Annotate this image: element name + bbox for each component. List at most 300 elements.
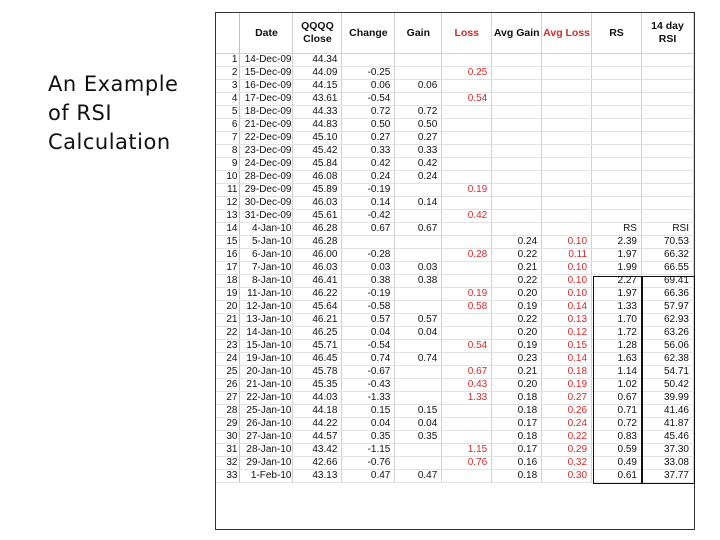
date-cell: 27-Jan-10 (240, 431, 293, 444)
table-row (216, 314, 694, 327)
row-number: 24 (216, 353, 240, 366)
close-cell: 44.34 (293, 54, 342, 67)
row-number: 5 (216, 106, 240, 119)
rs-cell (592, 67, 642, 80)
rs-cell: 0.49 (592, 457, 642, 470)
row-number: 20 (216, 301, 240, 314)
close-cell: 44.18 (293, 405, 342, 418)
date-cell: 28-Jan-10 (240, 444, 293, 457)
avg-gain-cell: 0.20 (492, 379, 542, 392)
gain-cell (395, 340, 442, 353)
table-row (216, 80, 694, 93)
close-cell: 43.61 (293, 93, 342, 106)
row-number: 6 (216, 119, 240, 132)
row-number: 2 (216, 67, 240, 80)
table-row (216, 392, 694, 405)
rsi-cell: 63.26 (641, 327, 693, 340)
date-cell: 8-Jan-10 (240, 275, 293, 288)
gain-cell (395, 236, 442, 249)
avg-loss-cell: 0.10 (542, 236, 592, 249)
rsi-cell (641, 93, 693, 106)
gain-cell (395, 54, 442, 67)
close-cell: 46.08 (293, 171, 342, 184)
loss-cell: 1.33 (442, 392, 492, 405)
close-cell: 44.57 (293, 431, 342, 444)
gain-cell: 0.74 (395, 353, 442, 366)
rsi-cell: 66.32 (641, 249, 693, 262)
avg-gain-cell: 0.19 (492, 301, 542, 314)
avg-loss-cell (542, 106, 592, 119)
rsi-cell: 56.06 (641, 340, 693, 353)
close-cell: 45.89 (293, 184, 342, 197)
rsi-cell (641, 210, 693, 223)
close-cell: 45.64 (293, 301, 342, 314)
avg-loss-cell: 0.10 (542, 275, 592, 288)
rsi-cell: 69.41 (641, 275, 693, 288)
row-number: 28 (216, 405, 240, 418)
rsi-cell (641, 67, 693, 80)
loss-cell (442, 418, 492, 431)
loss-cell (442, 145, 492, 158)
avg-loss-cell: 0.11 (542, 249, 592, 262)
gain-cell: 0.35 (395, 431, 442, 444)
gain-cell: 0.33 (395, 145, 442, 158)
row-number: 19 (216, 288, 240, 301)
loss-cell (442, 314, 492, 327)
change-cell: 0.15 (342, 405, 395, 418)
close-cell: 43.42 (293, 444, 342, 457)
rs-cell: 0.83 (592, 431, 642, 444)
rsi-cell: 62.38 (641, 353, 693, 366)
date-cell: 24-Dec-09 (240, 158, 293, 171)
loss-cell (442, 80, 492, 93)
rsi-cell: 54.71 (641, 366, 693, 379)
date-cell: 28-Dec-09 (240, 171, 293, 184)
avg-gain-cell (492, 80, 542, 93)
date-cell: 15-Jan-10 (240, 340, 293, 353)
avg-gain-cell: 0.17 (492, 418, 542, 431)
gain-cell (395, 184, 442, 197)
table-row (216, 223, 694, 236)
date-cell: 19-Jan-10 (240, 353, 293, 366)
row-number: 23 (216, 340, 240, 353)
loss-cell: 0.43 (442, 379, 492, 392)
avg-loss-cell (542, 158, 592, 171)
loss-cell (442, 353, 492, 366)
change-cell: -0.19 (342, 184, 395, 197)
loss-cell (442, 236, 492, 249)
loss-cell (442, 54, 492, 67)
rsi-cell: RSI (641, 223, 693, 236)
avg-gain-cell (492, 119, 542, 132)
rsi-cell: 37.77 (641, 470, 693, 483)
table-row (216, 210, 694, 223)
gain-cell (395, 93, 442, 106)
avg-gain-cell (492, 132, 542, 145)
avg-loss-cell: 0.12 (542, 327, 592, 340)
loss-cell (442, 470, 492, 483)
avg-gain-cell: 0.22 (492, 249, 542, 262)
rsi-cell (641, 145, 693, 158)
header-close: QQQQ Close (293, 13, 342, 54)
loss-cell (442, 431, 492, 444)
date-cell: 11-Jan-10 (240, 288, 293, 301)
loss-cell: 0.42 (442, 210, 492, 223)
rsi-cell (641, 171, 693, 184)
change-cell: 0.72 (342, 106, 395, 119)
avg-gain-cell: 0.18 (492, 405, 542, 418)
row-number: 18 (216, 275, 240, 288)
table-row (216, 67, 694, 80)
table-row (216, 184, 694, 197)
close-cell: 45.35 (293, 379, 342, 392)
table-row (216, 288, 694, 301)
change-cell: -0.54 (342, 340, 395, 353)
date-cell: 7-Jan-10 (240, 262, 293, 275)
rsi-cell (641, 106, 693, 119)
change-cell: 0.50 (342, 119, 395, 132)
avg-gain-cell (492, 197, 542, 210)
date-cell: 20-Jan-10 (240, 366, 293, 379)
avg-gain-cell (492, 223, 542, 236)
rsi-cell: 41.87 (641, 418, 693, 431)
change-cell: 0.38 (342, 275, 395, 288)
change-cell: -0.43 (342, 379, 395, 392)
avg-gain-cell: 0.17 (492, 444, 542, 457)
gain-cell (395, 301, 442, 314)
avg-gain-cell (492, 106, 542, 119)
gain-cell: 0.57 (395, 314, 442, 327)
avg-loss-cell (542, 80, 592, 93)
avg-loss-cell (542, 171, 592, 184)
table-row (216, 236, 694, 249)
avg-loss-cell (542, 197, 592, 210)
table-row (216, 340, 694, 353)
avg-gain-cell (492, 54, 542, 67)
avg-gain-cell: 0.22 (492, 275, 542, 288)
change-cell: -0.25 (342, 67, 395, 80)
avg-loss-cell: 0.13 (542, 314, 592, 327)
header-date: Date (240, 13, 293, 54)
change-cell: 0.67 (342, 223, 395, 236)
table-row (216, 418, 694, 431)
close-cell: 44.09 (293, 67, 342, 80)
loss-cell (442, 197, 492, 210)
rs-cell: 2.27 (592, 275, 642, 288)
change-cell: 0.14 (342, 197, 395, 210)
close-cell: 42.66 (293, 457, 342, 470)
change-cell: 0.42 (342, 158, 395, 171)
row-number: 17 (216, 262, 240, 275)
rsi-cell (641, 197, 693, 210)
gain-cell (395, 444, 442, 457)
date-cell: 22-Jan-10 (240, 392, 293, 405)
rs-cell (592, 158, 642, 171)
rs-cell (592, 145, 642, 158)
rs-cell (592, 119, 642, 132)
rs-cell: 1.02 (592, 379, 642, 392)
loss-cell (442, 106, 492, 119)
avg-gain-cell: 0.18 (492, 392, 542, 405)
date-cell: 21-Jan-10 (240, 379, 293, 392)
loss-cell: 0.19 (442, 288, 492, 301)
avg-loss-cell: 0.10 (542, 262, 592, 275)
header-avg-gain: Avg Gain (492, 13, 542, 54)
table-row (216, 457, 694, 470)
header-avg-loss: Avg Loss (542, 13, 592, 54)
loss-cell: 0.19 (442, 184, 492, 197)
change-cell (342, 236, 395, 249)
loss-cell (442, 171, 492, 184)
change-cell: 0.47 (342, 470, 395, 483)
gain-cell: 0.06 (395, 80, 442, 93)
loss-cell: 0.67 (442, 366, 492, 379)
avg-loss-cell (542, 145, 592, 158)
rs-cell (592, 132, 642, 145)
gain-cell: 0.04 (395, 327, 442, 340)
row-number: 7 (216, 132, 240, 145)
change-cell: -0.42 (342, 210, 395, 223)
close-cell: 46.03 (293, 197, 342, 210)
date-cell: 17-Dec-09 (240, 93, 293, 106)
rsi-cell: 66.36 (641, 288, 693, 301)
rs-cell (592, 197, 642, 210)
close-cell: 44.33 (293, 106, 342, 119)
loss-cell: 0.54 (442, 93, 492, 106)
change-cell: 0.57 (342, 314, 395, 327)
change-cell: -1.15 (342, 444, 395, 457)
row-number: 13 (216, 210, 240, 223)
loss-cell: 0.25 (442, 67, 492, 80)
gain-cell: 0.24 (395, 171, 442, 184)
rsi-cell: 70.53 (641, 236, 693, 249)
table-row (216, 106, 694, 119)
avg-gain-cell (492, 171, 542, 184)
gain-cell: 0.27 (395, 132, 442, 145)
avg-loss-cell: 0.30 (542, 470, 592, 483)
rsi-cell: 37.30 (641, 444, 693, 457)
date-cell: 29-Jan-10 (240, 457, 293, 470)
rs-cell (592, 54, 642, 67)
close-cell: 46.28 (293, 236, 342, 249)
row-number: 10 (216, 171, 240, 184)
row-number: 22 (216, 327, 240, 340)
change-cell: -0.58 (342, 301, 395, 314)
close-cell: 46.03 (293, 262, 342, 275)
change-cell: -0.28 (342, 249, 395, 262)
close-cell: 45.10 (293, 132, 342, 145)
gain-cell: 0.50 (395, 119, 442, 132)
date-cell: 16-Dec-09 (240, 80, 293, 93)
close-cell: 44.03 (293, 392, 342, 405)
gain-cell (395, 457, 442, 470)
avg-loss-cell (542, 184, 592, 197)
rs-cell: 0.61 (592, 470, 642, 483)
rsi-cell (641, 80, 693, 93)
change-cell: 0.04 (342, 418, 395, 431)
row-number: 4 (216, 93, 240, 106)
rsi-cell (641, 158, 693, 171)
change-cell: 0.03 (342, 262, 395, 275)
gain-cell: 0.14 (395, 197, 442, 210)
rsi-table (216, 13, 694, 483)
rs-cell: 1.70 (592, 314, 642, 327)
rs-cell: 0.72 (592, 418, 642, 431)
header-change: Change (342, 13, 395, 54)
rsi-spreadsheet (215, 12, 695, 530)
row-number: 27 (216, 392, 240, 405)
rs-cell: 0.59 (592, 444, 642, 457)
change-cell: 0.35 (342, 431, 395, 444)
table-row (216, 249, 694, 262)
rs-cell (592, 93, 642, 106)
loss-cell (442, 132, 492, 145)
loss-cell: 1.15 (442, 444, 492, 457)
header-row (216, 13, 694, 54)
avg-gain-cell: 0.21 (492, 262, 542, 275)
avg-gain-cell (492, 158, 542, 171)
date-cell: 22-Dec-09 (240, 132, 293, 145)
avg-loss-cell: 0.14 (542, 301, 592, 314)
loss-cell (442, 119, 492, 132)
gain-cell (395, 392, 442, 405)
close-cell: 44.22 (293, 418, 342, 431)
rs-cell: 0.71 (592, 405, 642, 418)
gain-cell (395, 288, 442, 301)
loss-cell (442, 327, 492, 340)
table-row (216, 171, 694, 184)
loss-cell (442, 275, 492, 288)
change-cell: -0.76 (342, 457, 395, 470)
rsi-cell: 45.46 (641, 431, 693, 444)
table-row (216, 158, 694, 171)
change-cell (342, 54, 395, 67)
slide-title-line-3: Calculation (48, 130, 171, 154)
rsi-cell: 33.08 (641, 457, 693, 470)
table-row (216, 93, 694, 106)
change-cell: -0.67 (342, 366, 395, 379)
loss-cell: 0.28 (442, 249, 492, 262)
gain-cell: 0.67 (395, 223, 442, 236)
date-cell: 1-Feb-10 (240, 470, 293, 483)
avg-gain-cell (492, 210, 542, 223)
avg-loss-cell (542, 119, 592, 132)
gain-cell (395, 249, 442, 262)
table-row (216, 379, 694, 392)
avg-loss-cell: 0.15 (542, 340, 592, 353)
loss-cell (442, 158, 492, 171)
row-number: 1 (216, 54, 240, 67)
rs-cell: 1.72 (592, 327, 642, 340)
avg-gain-cell: 0.18 (492, 470, 542, 483)
rs-cell (592, 106, 642, 119)
avg-loss-cell: 0.14 (542, 353, 592, 366)
rsi-cell: 39.99 (641, 392, 693, 405)
row-number: 21 (216, 314, 240, 327)
avg-loss-cell: 0.18 (542, 366, 592, 379)
change-cell: -0.19 (342, 288, 395, 301)
gain-cell: 0.47 (395, 470, 442, 483)
table-row (216, 431, 694, 444)
table-row (216, 119, 694, 132)
table-row (216, 275, 694, 288)
rsi-cell (641, 184, 693, 197)
close-cell: 45.71 (293, 340, 342, 353)
gain-cell: 0.15 (395, 405, 442, 418)
close-cell: 46.28 (293, 223, 342, 236)
date-cell: 26-Jan-10 (240, 418, 293, 431)
date-cell: 14-Dec-09 (240, 54, 293, 67)
date-cell: 29-Dec-09 (240, 184, 293, 197)
rs-cell: RS (592, 223, 642, 236)
gain-cell (395, 366, 442, 379)
table-row (216, 132, 694, 145)
row-number: 32 (216, 457, 240, 470)
change-cell: -1.33 (342, 392, 395, 405)
loss-cell (442, 405, 492, 418)
row-number: 9 (216, 158, 240, 171)
table-row (216, 353, 694, 366)
header-rs: RS (592, 13, 642, 54)
avg-loss-cell: 0.10 (542, 288, 592, 301)
rsi-cell: 50.42 (641, 379, 693, 392)
row-number: 25 (216, 366, 240, 379)
row-number: 15 (216, 236, 240, 249)
rsi-cell: 62.93 (641, 314, 693, 327)
table-row (216, 301, 694, 314)
table-row (216, 197, 694, 210)
table-row (216, 405, 694, 418)
avg-loss-cell (542, 67, 592, 80)
avg-loss-cell: 0.32 (542, 457, 592, 470)
close-cell: 46.22 (293, 288, 342, 301)
avg-gain-cell: 0.16 (492, 457, 542, 470)
close-cell: 45.78 (293, 366, 342, 379)
avg-loss-cell: 0.29 (542, 444, 592, 457)
header-gain: Gain (395, 13, 442, 54)
row-number: 12 (216, 197, 240, 210)
close-cell: 46.00 (293, 249, 342, 262)
row-number: 3 (216, 80, 240, 93)
table-row (216, 145, 694, 158)
rs-cell (592, 184, 642, 197)
avg-gain-cell: 0.22 (492, 314, 542, 327)
close-cell: 46.21 (293, 314, 342, 327)
avg-loss-cell: 0.26 (542, 405, 592, 418)
gain-cell: 0.72 (395, 106, 442, 119)
table-row (216, 262, 694, 275)
avg-gain-cell: 0.19 (492, 340, 542, 353)
avg-gain-cell: 0.20 (492, 288, 542, 301)
close-cell: 46.25 (293, 327, 342, 340)
row-number: 8 (216, 145, 240, 158)
gain-cell: 0.42 (395, 158, 442, 171)
rsi-cell: 41.46 (641, 405, 693, 418)
close-cell: 46.41 (293, 275, 342, 288)
change-cell: 0.33 (342, 145, 395, 158)
date-cell: 5-Jan-10 (240, 236, 293, 249)
rsi-cell (641, 54, 693, 67)
rs-cell: 0.67 (592, 392, 642, 405)
close-cell: 44.15 (293, 80, 342, 93)
rsi-cell (641, 132, 693, 145)
change-cell: 0.27 (342, 132, 395, 145)
close-cell: 43.13 (293, 470, 342, 483)
rsi-cell (641, 119, 693, 132)
header-loss: Loss (442, 13, 492, 54)
rs-cell: 2.39 (592, 236, 642, 249)
table-row (216, 444, 694, 457)
